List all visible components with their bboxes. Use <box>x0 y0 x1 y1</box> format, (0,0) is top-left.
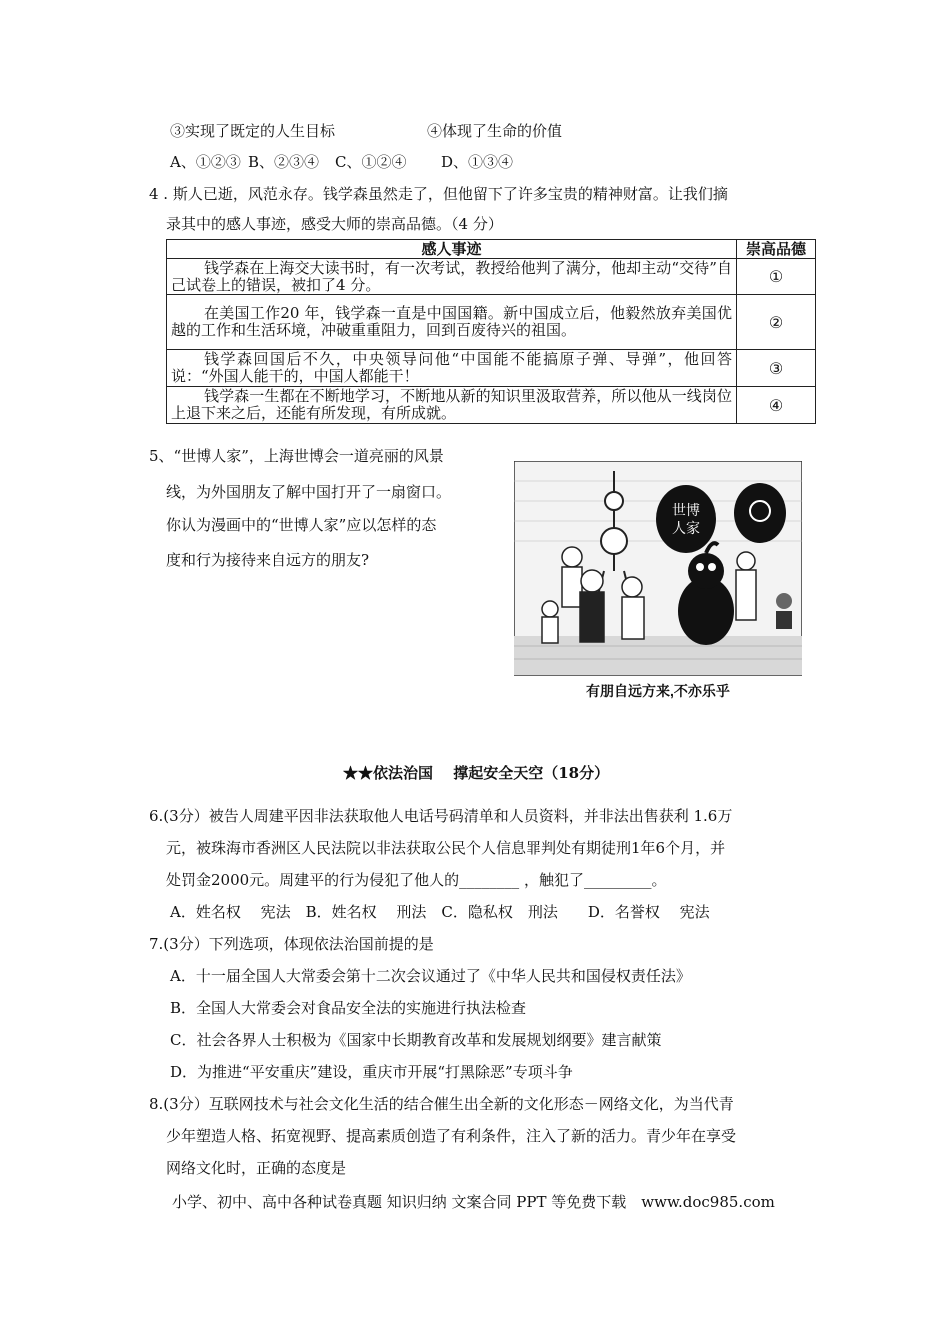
expo-cartoon-image <box>514 461 802 705</box>
q7-stem: 7.(3分）下列选项，体现依法治国前提的是 <box>149 935 434 953</box>
q5-line1: 5、“世博人家”，上海世博会一道亮丽的风景 <box>149 447 444 465</box>
table-row <box>167 259 816 295</box>
deed-text: 钱学森在上海交大读书时，有一次考试，教授给他判了满分，他却主动“交待”自己试卷上的错误，被扣了4 分。 <box>167 259 737 295</box>
q7-option-d: D．为推进“平安重庆”建设，重庆市开展“打黑除恶”专项斗争 <box>170 1063 573 1081</box>
q7-option-a: A．十一届全国人大常委会第十二次会议通过了《中华人民共和国侵权责任法》 <box>170 967 691 985</box>
table-row <box>167 350 816 387</box>
expo-logo-lantern-icon <box>734 483 786 543</box>
table-header-row <box>167 240 816 259</box>
q7-option-b: B．全国人大常委会对食品安全法的实施进行执法检查 <box>170 999 527 1017</box>
deed-text: 钱学森一生都在不断地学习，不断地从新的知识里汲取营养，所以他从一线岗位上退下来之后，还能有所发现，有所成就。 <box>167 387 737 424</box>
q8-line3: 网络文化时，正确的态度是 <box>166 1159 347 1177</box>
lantern-text-1: 世博 <box>672 502 700 518</box>
table-row <box>167 387 816 424</box>
lantern-icon <box>656 485 716 553</box>
q6-choices: A．姓名权 宪法 B．姓名权 刑法 C．隐私权 刑法 D．名誉权 宪法 <box>170 903 710 921</box>
table-row <box>167 295 816 350</box>
q8-line1: 8.(3分）互联网技术与社会文化生活的结合催生出全新的文化形态－网络文化，为当代青 <box>149 1095 734 1113</box>
section-title: ★★依法治国 撑起安全天空（18分） <box>343 764 610 782</box>
header-deeds: 感人事迹 <box>167 240 737 259</box>
virtue-blank: ④ <box>737 387 816 424</box>
flower-pot-icon <box>776 593 792 629</box>
q4-stem-line2: 录其中的感人事迹，感受大师的崇高品德。（4 分） <box>166 215 503 233</box>
deed-text: 钱学森回国后不久，中央领导问他“中国能不能搞原子弹、导弹”，他回答说：“外国人能干的，中国人都能干！ <box>167 350 737 387</box>
q3-choice-c: C、①②④ <box>335 153 407 171</box>
page-footer: 小学、初中、高中各种试卷真题 知识归纳 文案合同 PPT 等免费下载 www.doc985.com <box>172 1193 775 1211</box>
virtue-blank: ② <box>737 295 816 350</box>
q5-line2: 线，为外国朋友了解中国打开了一扇窗口。 <box>166 483 452 501</box>
virtue-blank: ① <box>737 259 816 295</box>
q5-line3: 你认为漫画中的“世博人家”应以怎样的态 <box>166 516 437 534</box>
q3-choice-a: A、①②③ <box>170 153 241 171</box>
header-virtue: 崇高品德 <box>737 240 816 259</box>
q3-choice-b: B、②③④ <box>248 153 320 171</box>
q6-line3: 处罚金2000元。周建平的行为侵犯了他人的________ ，触犯了_________。 <box>166 871 667 889</box>
lantern-text-2: 人家 <box>672 520 700 536</box>
cartoon-caption: 有朋自远方来,不亦乐乎 <box>586 683 730 699</box>
q3-choice-d: D、①③④ <box>441 153 514 171</box>
q5-line4: 度和行为接待来自远方的朋友? <box>166 551 370 569</box>
q7-option-c: C．社会各界人士积极为《国家中长期教育改革和发展规划纲要》建言献策 <box>170 1031 662 1049</box>
deed-text: 在美国工作20 年，钱学森一直是中国国籍。新中国成立后，他毅然放弃美国优越的工作和生活环境，冲破重重阻力，回到百废待兴的祖国。 <box>167 295 737 350</box>
q8-line2: 少年塑造人格、拓宽视野、提高素质创造了有利条件，注入了新的活力。青少年在享受 <box>166 1127 737 1145</box>
q4-stem-line1: 4 . 斯人已逝，风范永存。钱学森虽然走了，但他留下了许多宝贵的精神财富。让我们摘 <box>149 185 728 203</box>
q6-line2: 元，被珠海市香洲区人民法院以非法获取公民个人信息罪判处有期徒刑1年6个月，并 <box>166 839 726 857</box>
virtue-blank: ③ <box>737 350 816 387</box>
virtue-table <box>166 239 816 424</box>
q6-line1: 6.(3分）被告人周建平因非法获取他人电话号码清单和人员资料，并非法出售获利 1.6万 <box>149 807 733 825</box>
q3-option-4: ④体现了生命的价值 <box>427 122 563 140</box>
q3-option-3: ③实现了既定的人生目标 <box>170 122 336 140</box>
